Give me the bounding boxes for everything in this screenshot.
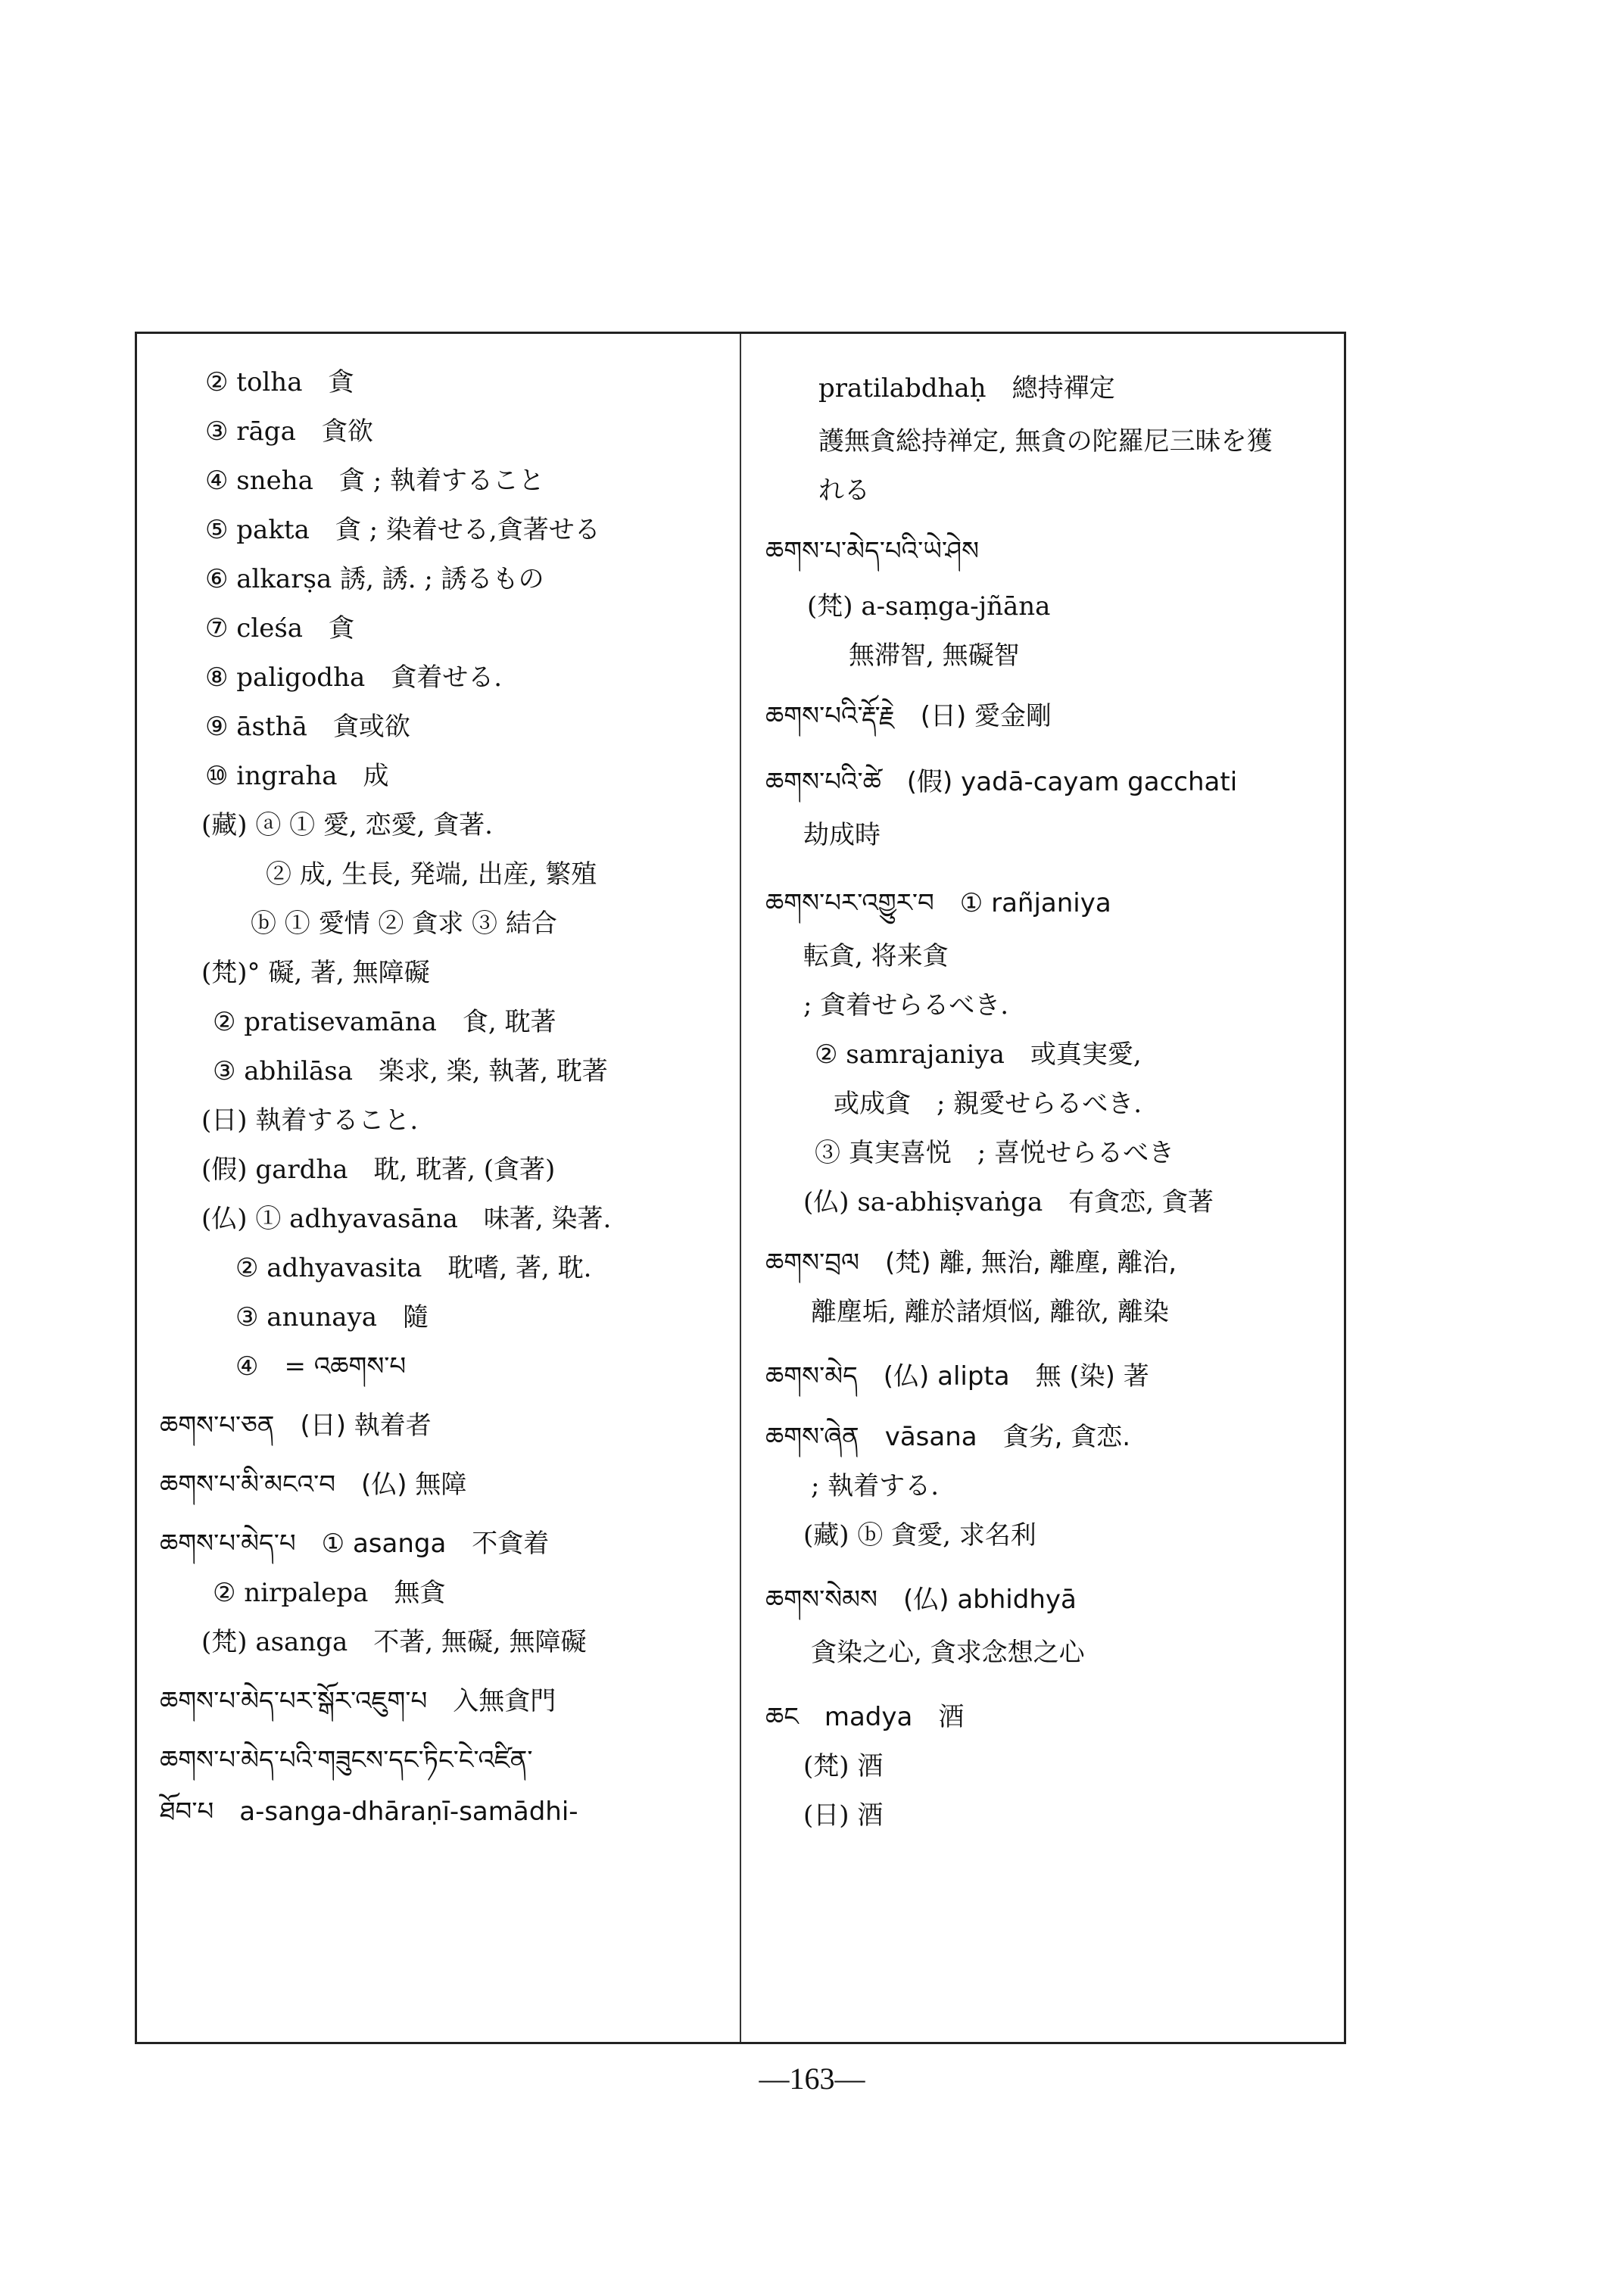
dictionary-page-frame bbox=[135, 332, 1346, 2044]
entry-line: (日) 執着すること. bbox=[201, 1105, 419, 1136]
entry-line: ⓑ ① 愛情 ② 貪求 ③ 結合 bbox=[251, 909, 557, 939]
entry-line: (梵)° 礙, 著, 無障礙 bbox=[201, 958, 430, 988]
entry-line: ⑤ pakta 貪 ; 染着せる,貪著せる bbox=[205, 515, 600, 545]
entry-headword: ཆགས་པར་འགྱུར་བ ① rañjaniya bbox=[765, 888, 1111, 918]
entry-line: ; 執着する. bbox=[811, 1471, 940, 1501]
entry-line: 貪染之心, 貪求念想之心 bbox=[811, 1638, 1085, 1668]
entry-headword: ཆགས་སེམས (仏) abhidhyā bbox=[765, 1585, 1077, 1615]
entry-line: ③ anunaya 隨 bbox=[235, 1302, 429, 1332]
left-column bbox=[137, 334, 740, 2042]
entry-line: (仏) ① adhyavasāna 味著, 染著. bbox=[201, 1204, 612, 1234]
entry-headword: ཆགས་པ་མེད་པར་སྒོར་འཇུག་པ 入無貪門 bbox=[160, 1686, 556, 1716]
page-number: —163— bbox=[759, 2062, 865, 2096]
entry-headword: ཆགས་བྲལ (梵) 離, 無治, 離塵, 離治, bbox=[765, 1248, 1177, 1278]
entry-line: 転貪, 将来貪 bbox=[803, 941, 949, 971]
entry-line: ④ sneha 貪 ; 執着すること bbox=[205, 466, 544, 496]
entry-line: ⑦ cleśa 貪 bbox=[205, 613, 355, 644]
entry-line: 無滞智, 無礙智 bbox=[849, 641, 1020, 671]
entry-line: (仏) sa-abhiṣvaṅga 有貪恋, 貪著 bbox=[803, 1187, 1214, 1217]
entry-line: 或成貪 ; 親愛せらるべき. bbox=[834, 1089, 1142, 1119]
entry-line: ③ rāga 貪欲 bbox=[205, 416, 373, 447]
entry-line: 護無貪総持禅定, 無貪の陀羅尼三昧を獲 bbox=[818, 426, 1273, 457]
right-column bbox=[743, 334, 1345, 2042]
entry-line: ② tolha 貪 bbox=[205, 367, 354, 397]
entry-headword: ཆགས་པ་མེད་པ ① asanga 不貪着 bbox=[160, 1529, 550, 1559]
entry-headword: ཆགས་པ་ཅན (日) 執着者 bbox=[160, 1410, 432, 1441]
entry-line: 離塵垢, 離於諸煩悩, 離欲, 離染 bbox=[811, 1297, 1169, 1327]
entry-line: ③ abhilāsa 楽求, 楽, 執著, 耽著 bbox=[213, 1056, 608, 1086]
entry-line: ② samrajaniya 或真実愛, bbox=[815, 1039, 1142, 1070]
entry-line: ⑥ alkarṣa 誘, 誘. ; 誘るもの bbox=[205, 564, 544, 594]
entry-headword: ཆགས་མེད (仏) alipta 無 (染) 著 bbox=[765, 1361, 1149, 1392]
entry-line: ཐོབ་པ a-sanga-dhāraṇī-samādhi- bbox=[160, 1797, 578, 1827]
entry-line: (日) 酒 bbox=[803, 1800, 884, 1831]
entry-line: ② nirpalepa 無貪 bbox=[213, 1578, 446, 1608]
entry-line: (假) gardha 耽, 耽著, (貪著) bbox=[201, 1155, 556, 1185]
entry-line: ⑧ paligodha 貪着せる. bbox=[205, 662, 503, 693]
entry-headword: ཆགས་པ་མེད་པའི་གཟུངས་དང་ཏིང་ངེ་འཛིན་ bbox=[160, 1745, 533, 1775]
entry-line: れる bbox=[818, 475, 870, 506]
entry-line: ② adhyavasita 耽嗜, 著, 耽. bbox=[235, 1253, 592, 1283]
entry-line: (藏) ⓐ ① 愛, 恋愛, 貪著. bbox=[201, 810, 493, 840]
entry-line: ② pratisevamāna 食, 耽著 bbox=[213, 1007, 556, 1037]
entry-line: 劫成時 bbox=[803, 820, 881, 850]
entry-headword: ཆང madya 酒 bbox=[765, 1702, 965, 1732]
entry-line: (梵) a-saṃga-jñāna bbox=[807, 591, 1051, 622]
entry-line: ⑩ ingraha 成 bbox=[205, 761, 389, 791]
entry-headword: ཆགས་པའི་ཚེ (假) yadā-cayam gacchati bbox=[765, 767, 1238, 797]
entry-headword: ཆགས་པ་མི་མངའ་བ (仏) 無障 bbox=[160, 1470, 467, 1500]
entry-line: ; 貪着せらるべき. bbox=[803, 990, 1009, 1021]
entry-line: (藏) ⓑ 貪愛, 求名利 bbox=[803, 1520, 1036, 1551]
entry-line: ④ = འཆགས་པ bbox=[235, 1351, 407, 1382]
entry-headword: ཆགས་པ་མེད་པའི་ཡེ་ཤེས bbox=[765, 536, 980, 566]
entry-line: pratilabdhaḥ 總持禪定 bbox=[818, 373, 1115, 404]
entry-line: ⑨ āsthā 貪或欲 bbox=[205, 712, 410, 742]
entry-headword: ཆགས་ཞེན vāsana 貪劣, 貪恋. bbox=[765, 1422, 1131, 1452]
entry-line: (梵) 酒 bbox=[803, 1751, 884, 1781]
entry-line: ② 成, 生長, 発端, 出産, 繁殖 bbox=[266, 859, 597, 890]
entry-headword: ཆགས་པའི་རྡོ་རྗེ (日) 愛金剛 bbox=[765, 701, 1052, 731]
column-divider bbox=[740, 334, 741, 2042]
entry-line: ③ 真実喜悦 ; 喜悦せらるべき bbox=[815, 1138, 1175, 1168]
entry-line: (梵) asanga 不著, 無礙, 無障礙 bbox=[201, 1627, 587, 1657]
